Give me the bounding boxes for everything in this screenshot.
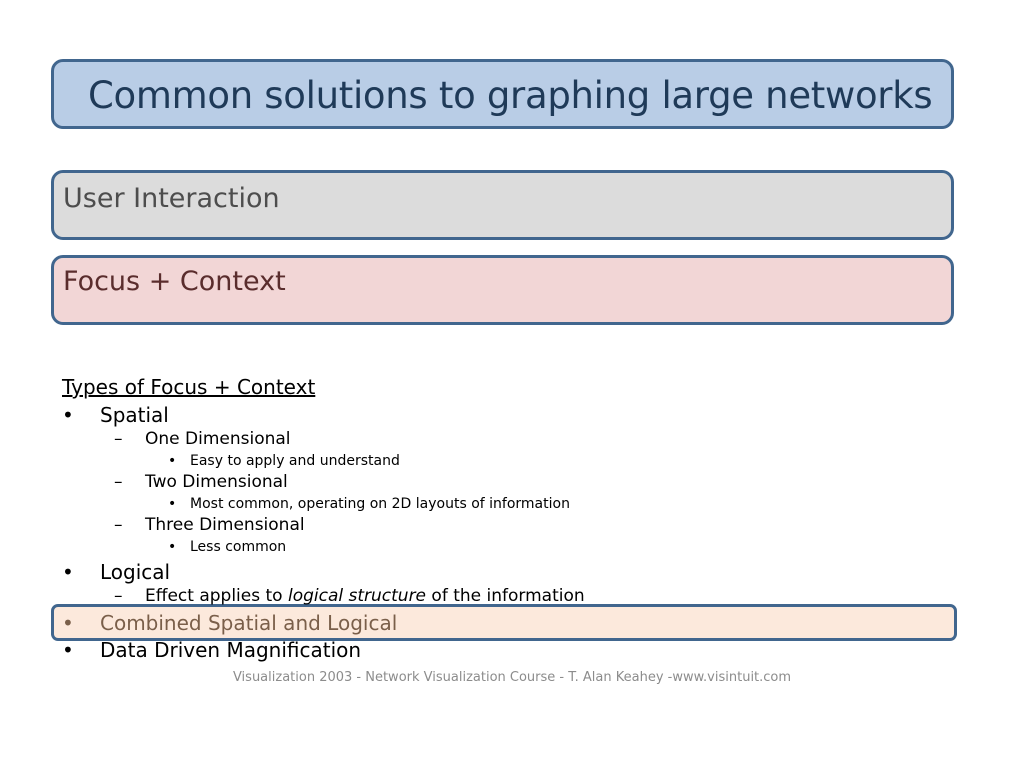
sub-logical-effect bbox=[145, 586, 585, 606]
title-box bbox=[51, 59, 954, 129]
bullet-marker: • bbox=[168, 453, 177, 469]
focus-context-box bbox=[51, 255, 954, 325]
sub-one-dimensional: One Dimensional bbox=[145, 429, 291, 449]
sub-two-dimensional: Two Dimensional bbox=[145, 472, 288, 492]
dash-marker: – bbox=[114, 429, 123, 449]
slide-title: Common solutions to graphing large networks bbox=[88, 74, 933, 117]
dash-marker: – bbox=[114, 515, 123, 535]
bullet-marker: • bbox=[168, 539, 177, 555]
bullet-marker: • bbox=[62, 560, 74, 584]
note-one-dimensional: Easy to apply and understand bbox=[190, 453, 400, 469]
bullet-data-driven: Data Driven Magnification bbox=[100, 638, 362, 662]
effect-italic: logical structure bbox=[287, 586, 427, 606]
dash-marker: – bbox=[114, 472, 123, 492]
dash-marker: – bbox=[114, 586, 123, 606]
note-three-dimensional: Less common bbox=[190, 539, 287, 555]
sub-three-dimensional: Three Dimensional bbox=[145, 515, 305, 535]
bullet-marker: • bbox=[168, 496, 177, 512]
slide-footer: Visualization 2003 - Network Visualization Course - T. Alan Keahey -www.visintuit.com bbox=[232, 670, 792, 685]
user-interaction-label: User Interaction bbox=[63, 183, 280, 214]
effect-suffix: of the information bbox=[426, 586, 585, 606]
outline-heading: Types of Focus + Context bbox=[62, 375, 316, 399]
bullet-spatial: Spatial bbox=[100, 403, 169, 427]
bullet-marker: • bbox=[62, 403, 74, 427]
effect-prefix: Effect applies to bbox=[145, 586, 288, 606]
user-interaction-box bbox=[51, 170, 954, 240]
bullet-combined: Combined Spatial and Logical bbox=[100, 611, 398, 635]
note-two-dimensional: Most common, operating on 2D layouts of information bbox=[190, 496, 570, 512]
bullet-marker: • bbox=[62, 638, 74, 662]
focus-context-label: Focus + Context bbox=[63, 266, 286, 297]
bullet-marker: • bbox=[62, 611, 74, 635]
bullet-logical: Logical bbox=[100, 560, 171, 584]
